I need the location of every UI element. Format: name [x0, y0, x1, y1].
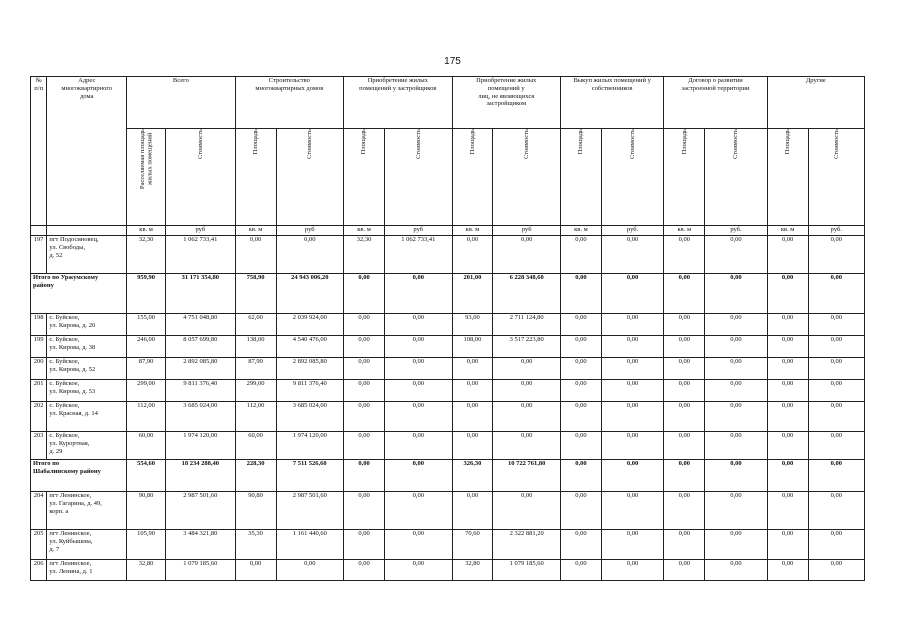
area-cell: 32,80	[452, 560, 493, 581]
unit-cell: кв. м	[452, 226, 493, 236]
subheader-cost	[808, 129, 864, 226]
area-cell: 0,00	[767, 432, 808, 460]
unit-cell: руб	[493, 226, 561, 236]
unit-cell: кв. м	[235, 226, 276, 236]
subheader-text: Стоимость	[414, 129, 422, 159]
area-cell: 0,00	[664, 314, 705, 336]
area-cell: 0,00	[344, 274, 385, 314]
area-cell: 0,00	[560, 358, 601, 380]
row-address: пгт Ленинское, ул. Куйбышева, д. 7	[47, 530, 127, 560]
cost-cell: 1 079 185,60	[166, 560, 236, 581]
subheader-cost	[166, 129, 236, 226]
cost-cell: 2 322 881,20	[493, 530, 561, 560]
row-num: 198	[31, 314, 47, 336]
area-cell: 0,00	[664, 336, 705, 358]
area-cell: 0,00	[344, 358, 385, 380]
cost-cell: 0,00	[705, 236, 767, 274]
row-address: пгт Подосиновец, ул. Свободы, д. 52	[47, 236, 127, 274]
cost-cell: 0,00	[808, 402, 864, 432]
cost-cell: 2 987 501,60	[276, 492, 344, 530]
area-cell: 0,00	[767, 492, 808, 530]
area-cell: 0,00	[664, 402, 705, 432]
area-cell: 201,00	[452, 274, 493, 314]
area-cell: 0,00	[452, 236, 493, 274]
cost-cell: 0,00	[601, 492, 663, 530]
header-group: Приобретение жилых помещений у лиц, не являющихся застройщиком	[452, 77, 560, 129]
table-row	[31, 560, 865, 581]
cost-cell: 0,00	[384, 336, 452, 358]
subheader-text: Стоимость	[628, 129, 636, 159]
subheader-text: Площадь	[251, 129, 259, 155]
area-cell: 0,00	[664, 530, 705, 560]
row-address: пгт Ленинское, ул. Ленина, д. 1	[47, 560, 127, 581]
row-num: 206	[31, 560, 47, 581]
subheader-cost	[276, 129, 344, 226]
cost-cell: 0,00	[705, 402, 767, 432]
table-row	[31, 432, 865, 460]
cost-cell: 0,00	[493, 492, 561, 530]
subheader-cost	[493, 129, 561, 226]
cost-cell: 3 484 321,80	[166, 530, 236, 560]
subheader-text: Стоимость	[522, 129, 530, 159]
cost-cell: 0,00	[601, 358, 663, 380]
cost-cell: 4 540 476,00	[276, 336, 344, 358]
cost-cell: 0,00	[808, 274, 864, 314]
area-cell: 0,00	[767, 402, 808, 432]
cost-cell: 0,00	[705, 492, 767, 530]
area-cell: 0,00	[560, 460, 601, 492]
row-num: 197	[31, 236, 47, 274]
area-cell: 0,00	[452, 492, 493, 530]
cost-cell: 10 722 761,80	[493, 460, 561, 492]
units-blank	[47, 226, 127, 236]
area-cell: 0,00	[344, 492, 385, 530]
cost-cell: 3 517 223,80	[493, 336, 561, 358]
cost-cell: 0,00	[601, 274, 663, 314]
unit-cell: руб.	[601, 226, 663, 236]
unit-cell: кв. м	[127, 226, 166, 236]
area-cell: 0,00	[664, 236, 705, 274]
unit-cell: кв. м	[344, 226, 385, 236]
header-num: № п/п	[31, 77, 47, 226]
subheader-text: Площадь	[468, 129, 476, 155]
cost-cell: 0,00	[808, 380, 864, 402]
subheader-cost	[601, 129, 663, 226]
unit-cell: кв. м	[767, 226, 808, 236]
area-cell: 0,00	[344, 460, 385, 492]
row-num: 203	[31, 432, 47, 460]
header-group: Выкуп жилых помещений у собственников	[560, 77, 663, 129]
subheader-area	[235, 129, 276, 226]
subheader-area	[344, 129, 385, 226]
cost-cell: 8 057 699,80	[166, 336, 236, 358]
cost-cell: 1 161 440,60	[276, 530, 344, 560]
total-label: Итого по Шабалинскому району	[31, 460, 127, 492]
total-label: Итого по Уржумскому району	[31, 274, 127, 314]
area-cell: 0,00	[344, 380, 385, 402]
area-cell: 0,00	[664, 492, 705, 530]
cost-cell: 18 234 288,40	[166, 460, 236, 492]
cost-cell: 1 974 120,00	[166, 432, 236, 460]
unit-cell: кв. м	[664, 226, 705, 236]
cost-cell: 0,00	[384, 530, 452, 560]
cost-cell: 0,00	[384, 402, 452, 432]
cost-cell: 0,00	[808, 432, 864, 460]
area-cell: 0,00	[344, 432, 385, 460]
table-row	[31, 314, 865, 336]
table-row	[31, 236, 865, 274]
unit-cell: руб	[276, 226, 344, 236]
header-group: Приобретение жилых помещений у застройщиков	[344, 77, 452, 129]
cost-cell: 0,00	[808, 560, 864, 581]
area-cell: 246,00	[127, 336, 166, 358]
cost-cell: 0,00	[384, 492, 452, 530]
cost-cell: 0,00	[705, 432, 767, 460]
page-number: 175	[444, 56, 461, 67]
cost-cell: 1 062 733,41	[166, 236, 236, 274]
area-cell: 299,00	[127, 380, 166, 402]
cost-cell: 6 228 348,60	[493, 274, 561, 314]
units-row	[31, 226, 865, 236]
row-address: с. Буйское, ул. Красная, д. 14	[47, 402, 127, 432]
area-cell: 32,30	[127, 236, 166, 274]
area-cell: 0,00	[452, 432, 493, 460]
subheader-text: Стоимость	[306, 129, 314, 159]
header-group: Всего	[127, 77, 235, 129]
area-cell: 0,00	[560, 274, 601, 314]
row-address: с. Буйское, ул. Кирова, д. 53	[47, 380, 127, 402]
row-num: 199	[31, 336, 47, 358]
subheader-text: Стоимость	[732, 129, 740, 159]
total-row	[31, 460, 865, 492]
cost-cell: 9 811 376,40	[166, 380, 236, 402]
table-row	[31, 402, 865, 432]
cost-cell: 0,00	[276, 236, 344, 274]
cost-cell: 0,00	[705, 380, 767, 402]
cost-cell: 24 943 006,20	[276, 274, 344, 314]
cost-cell: 0,00	[705, 274, 767, 314]
area-cell: 0,00	[664, 358, 705, 380]
row-num: 204	[31, 492, 47, 530]
subheader-area	[767, 129, 808, 226]
area-cell: 0,00	[664, 380, 705, 402]
cost-cell: 0,00	[705, 460, 767, 492]
area-cell: 0,00	[767, 358, 808, 380]
area-cell: 108,00	[452, 336, 493, 358]
area-cell: 0,00	[452, 402, 493, 432]
total-row	[31, 274, 865, 314]
area-cell: 0,00	[235, 560, 276, 581]
cost-cell: 0,00	[493, 236, 561, 274]
unit-cell: руб.	[705, 226, 767, 236]
row-num: 202	[31, 402, 47, 432]
cost-cell: 0,00	[601, 314, 663, 336]
cost-cell: 2 039 924,00	[276, 314, 344, 336]
cost-cell: 2 711 124,80	[493, 314, 561, 336]
area-cell: 0,00	[452, 380, 493, 402]
cost-cell: 1 974 120,00	[276, 432, 344, 460]
area-cell: 0,00	[767, 530, 808, 560]
cost-cell: 0,00	[384, 380, 452, 402]
area-cell: 0,00	[560, 314, 601, 336]
area-cell: 0,00	[664, 460, 705, 492]
area-cell: 0,00	[560, 530, 601, 560]
subheader-text: Площадь	[577, 129, 585, 155]
subheader-cost	[705, 129, 767, 226]
cost-cell: 4 751 048,80	[166, 314, 236, 336]
area-cell: 0,00	[344, 314, 385, 336]
area-cell: 554,60	[127, 460, 166, 492]
area-cell: 0,00	[664, 274, 705, 314]
row-num: 200	[31, 358, 47, 380]
cost-cell: 0,00	[384, 460, 452, 492]
cost-cell: 2 987 501,60	[166, 492, 236, 530]
cost-cell: 0,00	[808, 314, 864, 336]
cost-cell: 0,00	[493, 432, 561, 460]
area-cell: 60,00	[127, 432, 166, 460]
area-cell: 0,00	[767, 236, 808, 274]
area-cell: 0,00	[344, 530, 385, 560]
subheader-text: Стоимость	[832, 129, 840, 159]
area-cell: 93,00	[452, 314, 493, 336]
cost-cell: 0,00	[705, 530, 767, 560]
area-cell: 0,00	[560, 380, 601, 402]
header-group: Другие	[767, 77, 864, 129]
area-cell: 959,90	[127, 274, 166, 314]
area-cell: 90,80	[235, 492, 276, 530]
area-cell: 32,30	[344, 236, 385, 274]
subheader-text: Площадь	[360, 129, 368, 155]
table-row	[31, 336, 865, 358]
cost-cell: 0,00	[384, 274, 452, 314]
subheader-area	[560, 129, 601, 226]
header-group: Строительство многоквартирных домов	[235, 77, 343, 129]
area-cell: 0,00	[560, 560, 601, 581]
cost-cell: 0,00	[705, 560, 767, 581]
header-group: Договор о развитии застроенной территории	[664, 77, 767, 129]
subheader-area	[127, 129, 166, 226]
area-cell: 0,00	[452, 358, 493, 380]
cost-cell: 0,00	[384, 314, 452, 336]
cost-cell: 0,00	[276, 560, 344, 581]
subheader-text: Стоимость	[196, 129, 204, 159]
area-cell: 0,00	[560, 402, 601, 432]
header-address: Адрес многоквартирного дома	[47, 77, 127, 226]
row-address: с. Буйское, ул. Кирова, д. 38	[47, 336, 127, 358]
subheader-area	[664, 129, 705, 226]
area-cell: 758,90	[235, 274, 276, 314]
cost-cell: 0,00	[808, 358, 864, 380]
area-cell: 0,00	[767, 274, 808, 314]
cost-cell: 3 685 024,00	[276, 402, 344, 432]
cost-cell: 1 062 733,41	[384, 236, 452, 274]
row-address: с. Буйское, ул. Кирова, д. 52	[47, 358, 127, 380]
area-cell: 87,90	[127, 358, 166, 380]
area-cell: 60,00	[235, 432, 276, 460]
cost-cell: 1 079 185,60	[493, 560, 561, 581]
cost-cell: 0,00	[493, 402, 561, 432]
cost-cell: 9 811 376,40	[276, 380, 344, 402]
row-num: 205	[31, 530, 47, 560]
cost-cell: 0,00	[384, 560, 452, 581]
area-cell: 0,00	[664, 560, 705, 581]
area-cell: 0,00	[344, 336, 385, 358]
cost-cell: 0,00	[493, 380, 561, 402]
area-cell: 0,00	[560, 336, 601, 358]
table-row	[31, 380, 865, 402]
cost-cell: 0,00	[601, 336, 663, 358]
table-row	[31, 358, 865, 380]
cost-cell: 31 171 354,80	[166, 274, 236, 314]
unit-cell: руб	[166, 226, 236, 236]
cost-cell: 0,00	[601, 560, 663, 581]
unit-cell: руб.	[808, 226, 864, 236]
units-blank	[31, 226, 47, 236]
subheader-text: Площадь	[680, 129, 688, 155]
subheader-row	[31, 129, 865, 226]
row-num: 201	[31, 380, 47, 402]
area-cell: 62,00	[235, 314, 276, 336]
area-cell: 70,60	[452, 530, 493, 560]
cost-cell: 0,00	[808, 530, 864, 560]
cost-cell: 0,00	[808, 492, 864, 530]
subheader-area	[452, 129, 493, 226]
cost-cell: 0,00	[808, 336, 864, 358]
area-cell: 0,00	[767, 314, 808, 336]
area-cell: 138,00	[235, 336, 276, 358]
area-cell: 326,30	[452, 460, 493, 492]
cost-cell: 0,00	[601, 530, 663, 560]
cost-cell: 0,00	[705, 358, 767, 380]
cost-cell: 0,00	[384, 432, 452, 460]
row-address: с. Буйское, ул. Курортная, д. 29	[47, 432, 127, 460]
area-cell: 0,00	[664, 432, 705, 460]
area-cell: 35,30	[235, 530, 276, 560]
area-cell: 0,00	[767, 560, 808, 581]
cost-cell: 0,00	[705, 314, 767, 336]
area-cell: 0,00	[560, 236, 601, 274]
cost-cell: 0,00	[601, 236, 663, 274]
area-cell: 112,00	[127, 402, 166, 432]
subheader-text: Площадь	[783, 129, 791, 155]
subheader-cost	[384, 129, 452, 226]
unit-cell: руб	[384, 226, 452, 236]
row-address: пгт Ленинское, ул. Гагарина, д. 49, корп. а	[47, 492, 127, 530]
cost-cell: 0,00	[808, 236, 864, 274]
cost-cell: 2 892 085,80	[276, 358, 344, 380]
cost-cell: 7 511 526,60	[276, 460, 344, 492]
area-cell: 0,00	[560, 432, 601, 460]
area-cell: 299,00	[235, 380, 276, 402]
table-row	[31, 492, 865, 530]
table-row	[31, 530, 865, 560]
area-cell: 0,00	[344, 402, 385, 432]
area-cell: 105,90	[127, 530, 166, 560]
resettlement-table	[30, 76, 865, 581]
area-cell: 0,00	[767, 460, 808, 492]
cost-cell: 3 685 024,00	[166, 402, 236, 432]
area-cell: 32,80	[127, 560, 166, 581]
area-cell: 155,00	[127, 314, 166, 336]
area-cell: 87,90	[235, 358, 276, 380]
area-cell: 0,00	[767, 336, 808, 358]
unit-cell: кв. м	[560, 226, 601, 236]
cost-cell: 0,00	[705, 336, 767, 358]
area-cell: 0,00	[344, 560, 385, 581]
area-cell: 0,00	[767, 380, 808, 402]
area-cell: 228,30	[235, 460, 276, 492]
area-cell: 112,00	[235, 402, 276, 432]
cost-cell: 0,00	[384, 358, 452, 380]
subheader-text: Расселяемая площадь жилых помещений	[138, 129, 154, 190]
cost-cell: 0,00	[601, 380, 663, 402]
cost-cell: 2 892 085,80	[166, 358, 236, 380]
cost-cell: 0,00	[601, 432, 663, 460]
area-cell: 0,00	[560, 492, 601, 530]
cost-cell: 0,00	[808, 460, 864, 492]
row-address: с. Буйское, ул. Кирова, д. 20	[47, 314, 127, 336]
cost-cell: 0,00	[601, 402, 663, 432]
area-cell: 90,80	[127, 492, 166, 530]
cost-cell: 0,00	[601, 460, 663, 492]
header-row	[31, 77, 865, 129]
area-cell: 0,00	[235, 236, 276, 274]
cost-cell: 0,00	[493, 358, 561, 380]
